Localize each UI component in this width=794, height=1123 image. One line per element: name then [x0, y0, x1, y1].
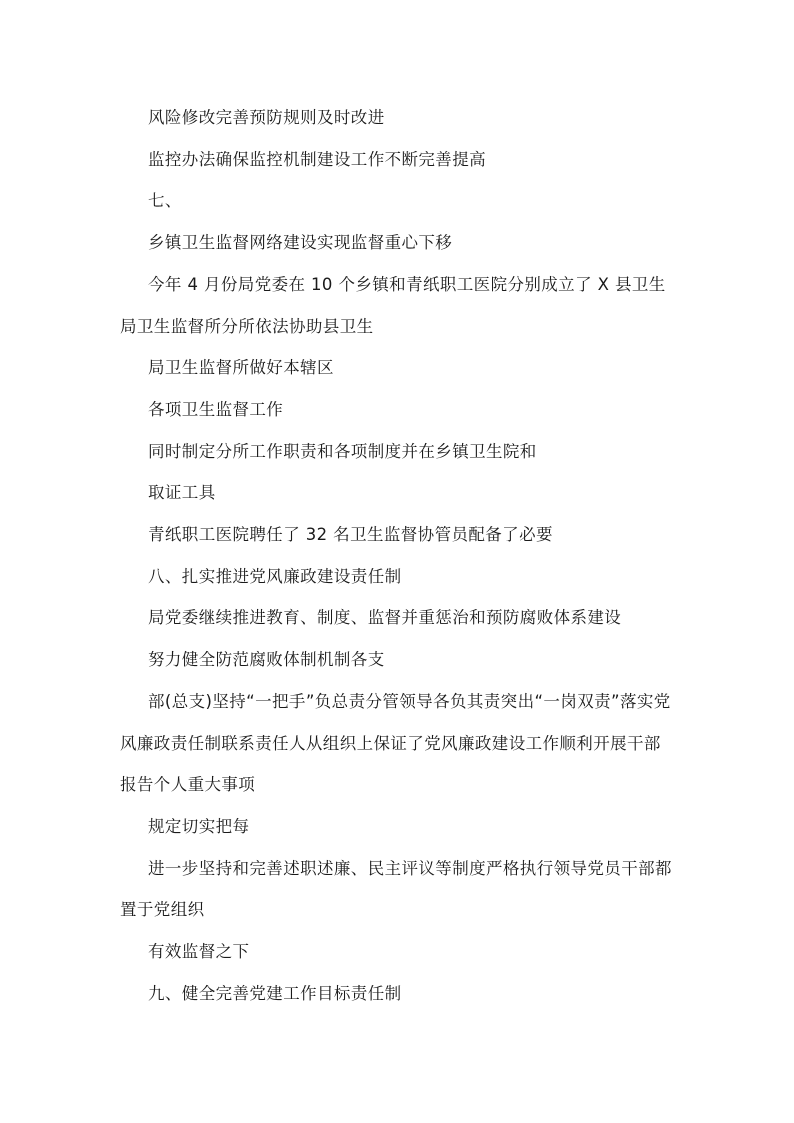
paragraph: 努力健全防范腐败体制机制各支: [148, 650, 385, 670]
document-body: [120, 97, 676, 1014]
paragraph: 各项卫生监督工作: [148, 399, 284, 419]
paragraph: 青纸职工医院聘任了 32 名卫生监督协管员配备了必要: [148, 525, 553, 545]
section-heading: 七、: [148, 191, 182, 211]
paragraph: 规定切实把每: [148, 816, 250, 836]
paragraph: 今年 4 月份局党委在 10 个乡镇和青纸职工医院分别成立了 X 县卫生局卫生监督所分所依法协助县卫生: [120, 274, 666, 336]
paragraph: 有效监督之下: [148, 942, 250, 962]
paragraph: 监控办法确保监控机制建设工作不断完善提高: [148, 149, 486, 169]
paragraph: 同时制定分所工作职责和各项制度并在乡镇卫生院和: [148, 441, 537, 461]
section-heading: 九、健全完善党建工作目标责任制: [148, 983, 402, 1003]
paragraph: 风险修改完善预防规则及时改进: [148, 108, 385, 127]
paragraph: 局卫生监督所做好本辖区: [148, 358, 334, 378]
section-heading: 八、扎实推进党风廉政建设责任制: [148, 566, 402, 586]
paragraph: 进一步坚持和完善述职述廉、民主评议等制度严格执行领导党员干部都置于党组织: [120, 858, 672, 920]
paragraph: 局党委继续推进教育、制度、监督并重惩治和预防腐败体系建设: [148, 608, 622, 628]
paragraph: 取证工具: [148, 483, 216, 503]
paragraph: 部(总支)坚持“一把手”负总责分管领导各负其责突出“一岗双责”落实党风廉政责任制联系责任人从组织上保证了党风廉政建设工作顺利开展干部报告个人重大事项: [120, 691, 671, 795]
paragraph: 乡镇卫生监督网络建设实现监督重心下移: [148, 233, 453, 253]
